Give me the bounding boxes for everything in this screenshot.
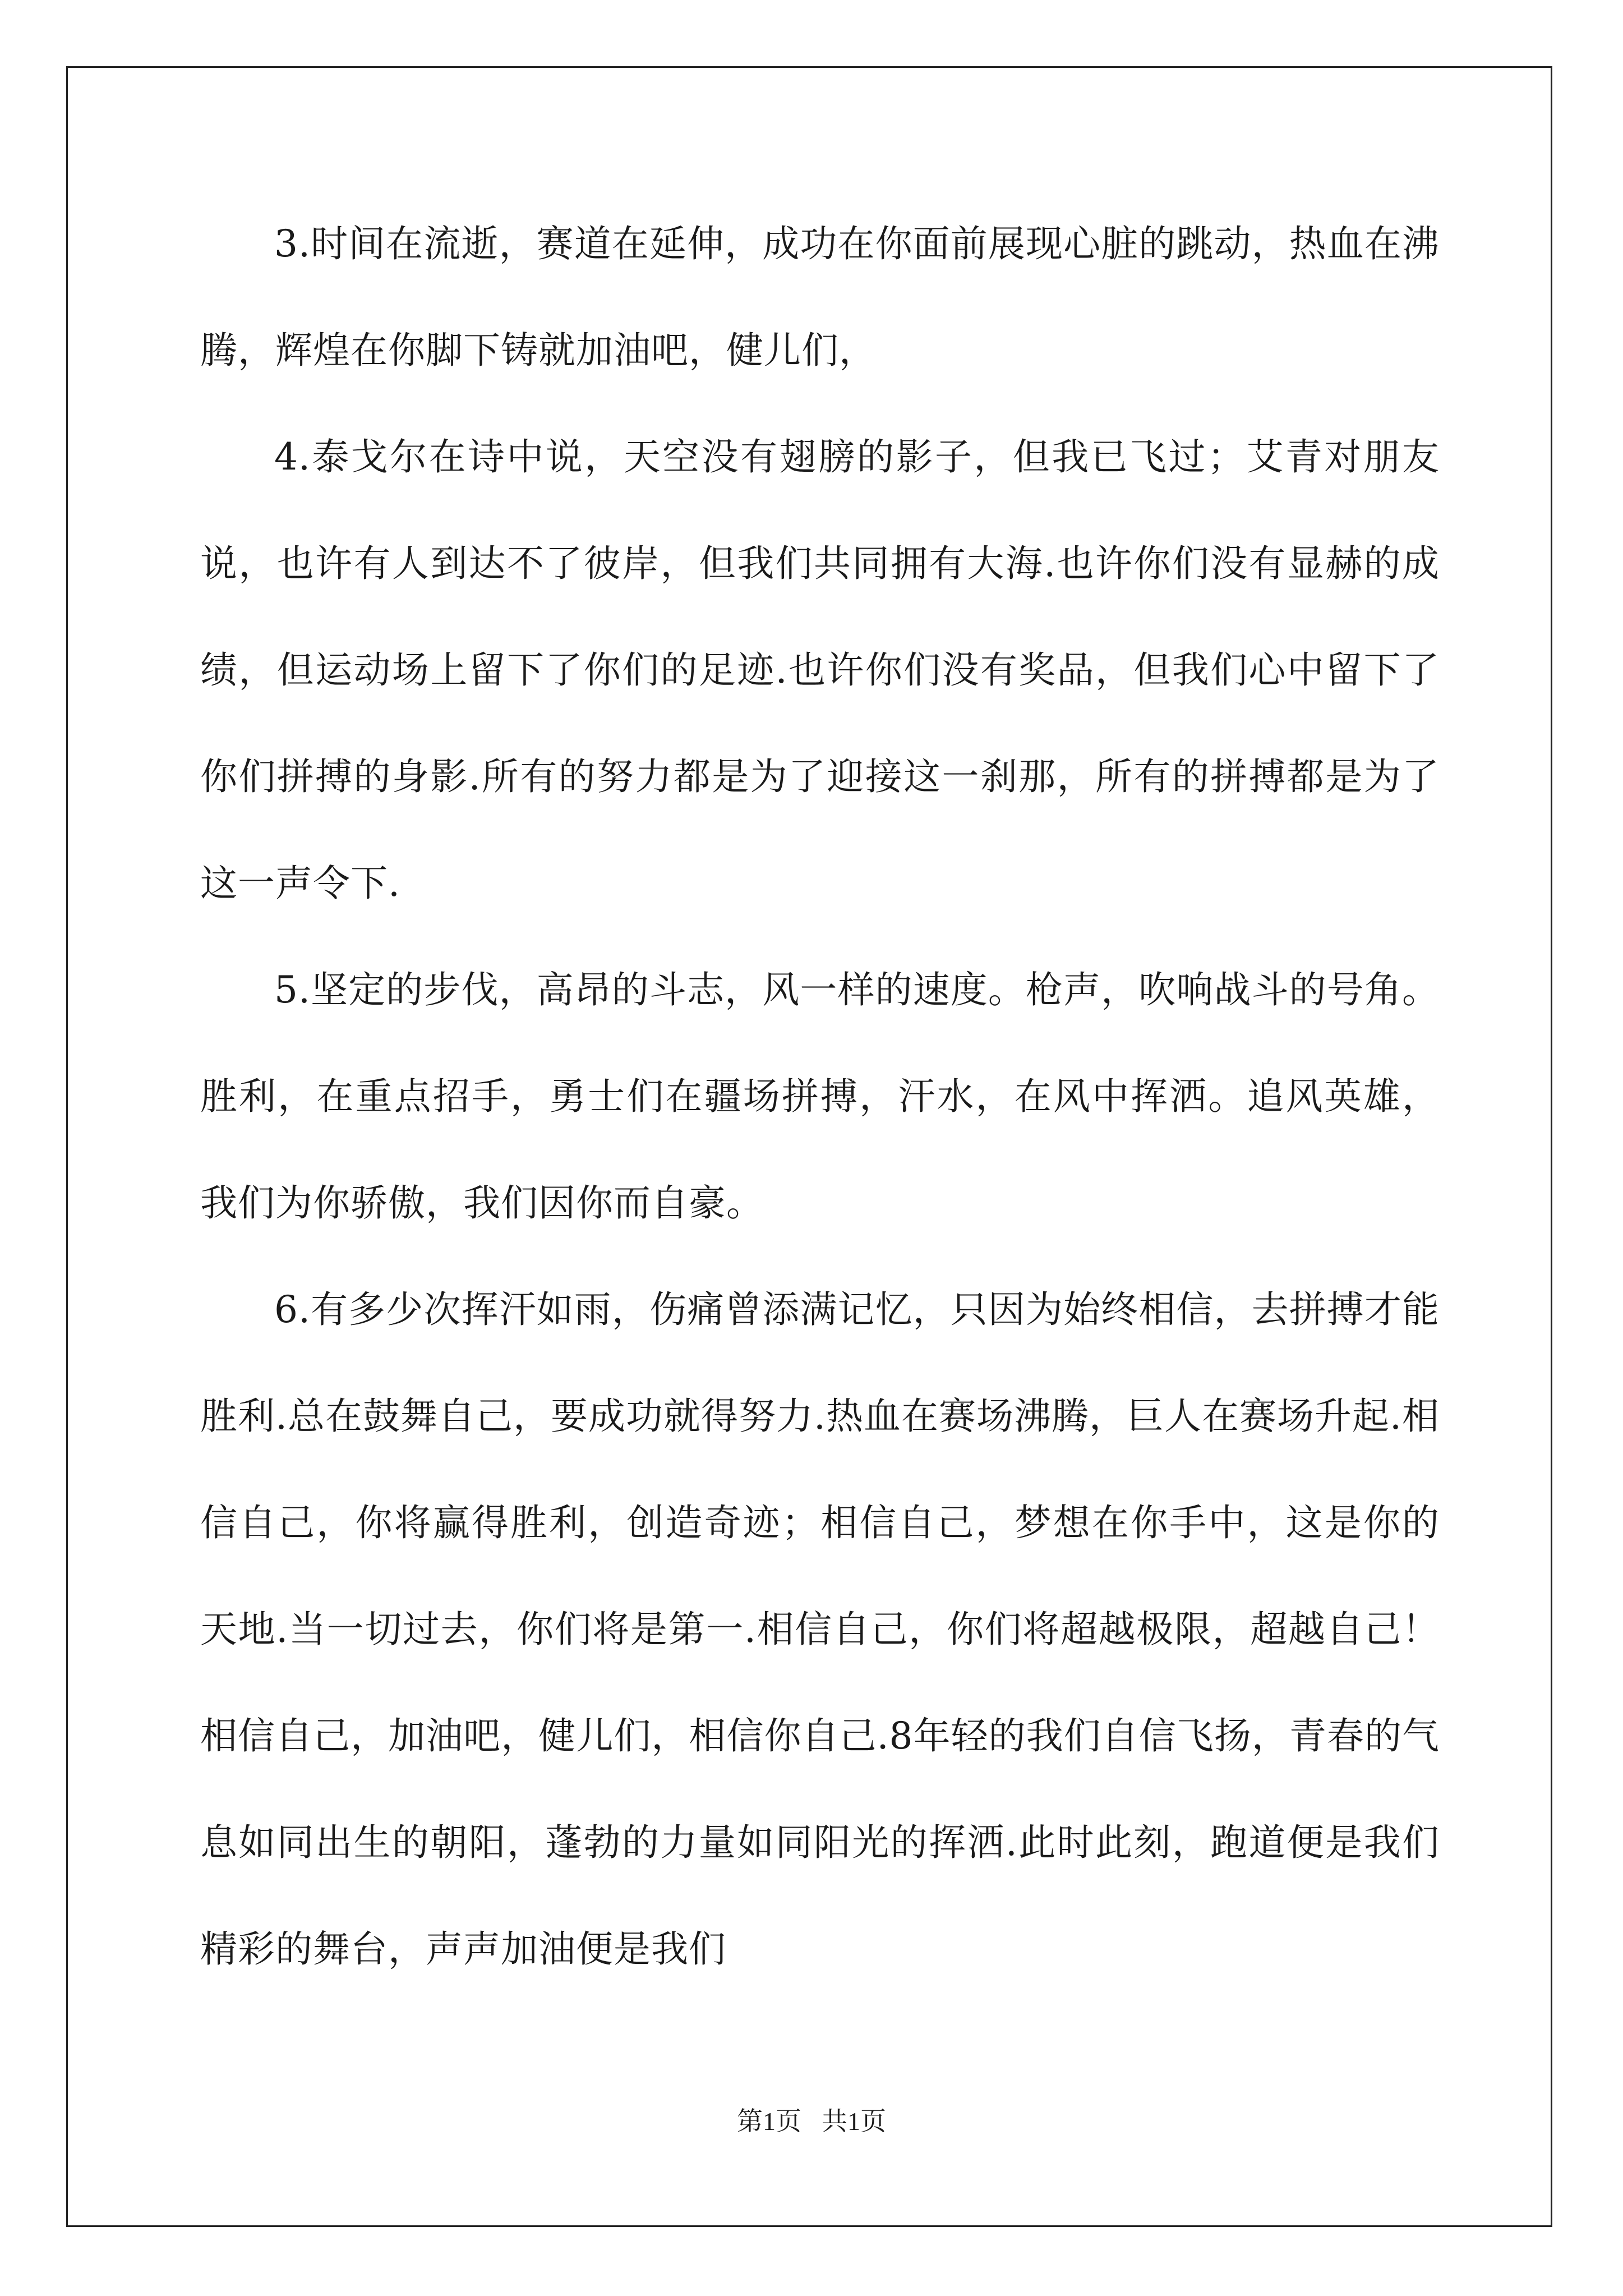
page-footer [0, 2101, 1623, 2138]
paragraph-6: 6.有多少次挥汗如雨，伤痛曾添满记忆，只因为始终相信，去拼搏才能胜利.总在鼓舞自己，要成功就得努力.热血在赛场沸腾，巨人在赛场升起.相信自己，你将赢得胜利，创造奇迹；相信自己，梦想在你手中，这是你的天地.当一切过去，你们将是第一.相信自己，你们将超越极限，超越自己！相信自己，加油吧，健儿们，相信你自己.8年轻的我们自信飞扬，青春的气息如同出生的朝阳，蓬勃的力量如同阳光的挥洒.此时此刻，跑道便是我们精彩的舞台，声声加油便是我们 [200, 1288, 1440, 1971]
paragraph-5: 5.坚定的步伐，高昂的斗志，风一样的速度。枪声，吹响战斗的号角。胜利，在重点招手，勇士们在疆场拼搏，汗水，在风中挥洒。追风英雄，我们为你骄傲，我们因你而自豪。 [200, 968, 1440, 1225]
document-body [200, 191, 1440, 2003]
paragraph-4: 4.泰戈尔在诗中说，天空没有翅膀的影子，但我已飞过；艾青对朋友说，也许有人到达不了彼岸，但我们共同拥有大海.也许你们没有显赫的成绩，但运动场上留下了你们的足迹.也许你们没有奖品，但我们心中留下了你们拼搏的身影.所有的努力都是为了迎接这一刹那，所有的拼搏都是为了这一声令下. [200, 435, 1440, 905]
page-number: 第1页 [737, 2107, 801, 2136]
page-total: 共1页 [822, 2107, 886, 2136]
paragraph-3: 3.时间在流逝，赛道在延伸，成功在你面前展现心脏的跳动，热血在沸腾，辉煌在你脚下铸就加油吧，健儿们， [200, 222, 1440, 372]
